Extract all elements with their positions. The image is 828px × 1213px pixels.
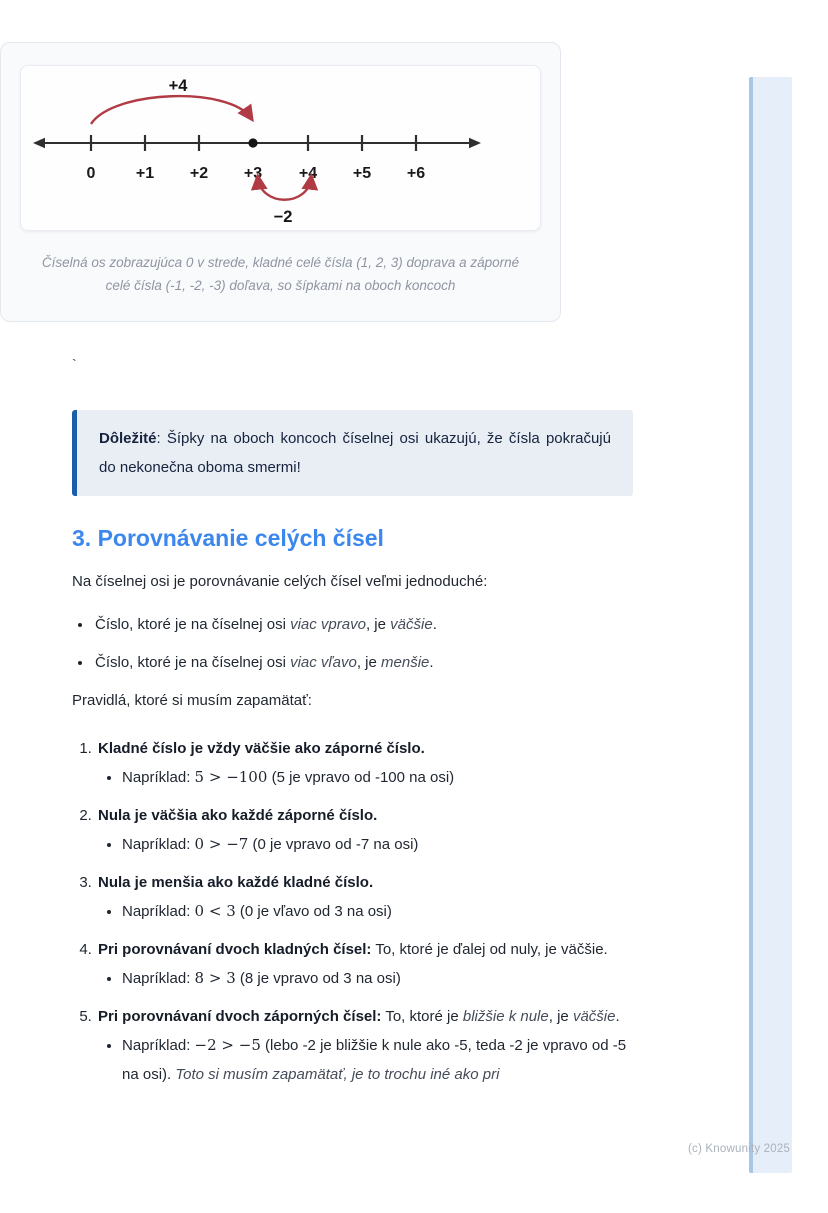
list-item: • Číslo, ktoré je na číselnej osi viac vľavo, je menšie. (93, 651, 633, 674)
number-line-svg (21, 66, 540, 230)
math-expression: 8 > 3 (194, 969, 236, 987)
math-expression: 0 < 3 (194, 902, 236, 920)
section-heading: 3. Porovnávanie celých čísel (72, 525, 384, 551)
rule-item: 5. Pri porovnávaní dvoch záporných čísel: To, ktoré je bližšie k nule, je väčšie. • Napríklad: −2 > −5 (lebo -2 je bližšie k nule ako -5, teda -2 je vpravo od -5 na osi). Toto si musím zapamätať, je to trochu iné ako pri (96, 1002, 633, 1089)
figure-caption: Číselná os zobrazujúca 0 v strede, kladné celé čísla (1, 2, 3) doprava a záporné celé čísla (-1, -2, -3) doľava, so šípkami na oboch koncoch (41, 255, 520, 293)
number-line-diagram (20, 65, 541, 231)
example-item: • Napríklad: 0 < 3 (0 je vľavo od 3 na osi) (122, 897, 633, 926)
example-item: • Napríklad: −2 > −5 (lebo -2 je bližšie k nule ako -5, teda -2 je vpravo od -5 na osi). Toto si musím zapamätať, je to trochu iné ako pri (122, 1031, 633, 1089)
example-list (98, 897, 633, 926)
rules-intro: Pravidlá, ktoré si musím zapamätať: (72, 692, 312, 709)
tick-labels (87, 165, 426, 182)
axis-left-arrow-icon (33, 138, 45, 148)
example-item: • Napríklad: 5 > −100 (5 je vpravo od -100 na osi) (122, 763, 633, 792)
tick-label: +6 (406, 165, 426, 182)
watermark: (c) Knowunity 2025 (688, 1143, 791, 1155)
stray-character: ` (72, 356, 77, 372)
tick-label: +2 (189, 165, 209, 182)
example-list (98, 964, 633, 993)
tick-label: +5 (352, 165, 372, 182)
callout-body: : Šípky na oboch koncoch číselnej osi ukazujú, že čísla pokračujú do nekonečna oboma smermi! (99, 430, 611, 476)
rule-item: 3. Nula je menšia ako každé kladné číslo. • Napríklad: 0 < 3 (0 je vľavo od 3 na osi) (96, 868, 633, 926)
figure-card (0, 42, 561, 322)
example-list (98, 830, 633, 859)
tick-label: +3 (243, 165, 263, 182)
rule-item: 4. Pri porovnávaní dvoch kladných čísel: To, ktoré je ďalej od nuly, je väčšie. • Napríklad: 8 > 3 (8 je vpravo od 3 na osi) (96, 935, 633, 993)
list-item: • Číslo, ktoré je na číselnej osi viac vpravo, je väčšie. (93, 613, 633, 636)
example-list (98, 1031, 633, 1089)
arc-labels (169, 77, 293, 226)
comparison-points-list (72, 613, 633, 674)
section-intro: Na číselnej osi je porovnávanie celých čísel veľmi jednoduché: (72, 573, 488, 590)
forward-jump-arc (91, 96, 251, 124)
rule-item: 1. Kladné číslo je vždy väčšie ako záporné číslo. • Napríklad: 5 > −100 (5 je vpravo od -100 na osi) (96, 734, 633, 792)
rule-item: 2. Nula je väčšia ako každé záporné číslo. • Napríklad: 0 > −7 (0 je vpravo od -7 na osi) (96, 801, 633, 859)
callout-label: Dôležité (99, 430, 157, 447)
math-expression: 5 > −100 (194, 768, 268, 786)
tick-label: 0 (86, 165, 96, 182)
back-jump-label: −2 (273, 208, 293, 226)
tick-label: +4 (298, 165, 318, 182)
forward-jump-label: +4 (168, 77, 188, 95)
tick-label: +1 (135, 165, 155, 182)
jump-arcs (91, 96, 311, 200)
scrollbar-track[interactable] (749, 77, 792, 1173)
example-item: • Napríklad: 8 > 3 (8 je vpravo od 3 na osi) (122, 964, 633, 993)
math-expression: 0 > −7 (194, 835, 249, 853)
point-marker (248, 138, 257, 147)
example-item: • Napríklad: 0 > −7 (0 je vpravo od -7 na osi) (122, 830, 633, 859)
important-callout (72, 410, 633, 496)
example-list (98, 763, 633, 792)
rules-list (72, 734, 633, 1089)
axis (33, 135, 481, 151)
axis-right-arrow-icon (469, 138, 481, 148)
math-expression: −2 > −5 (194, 1036, 261, 1054)
